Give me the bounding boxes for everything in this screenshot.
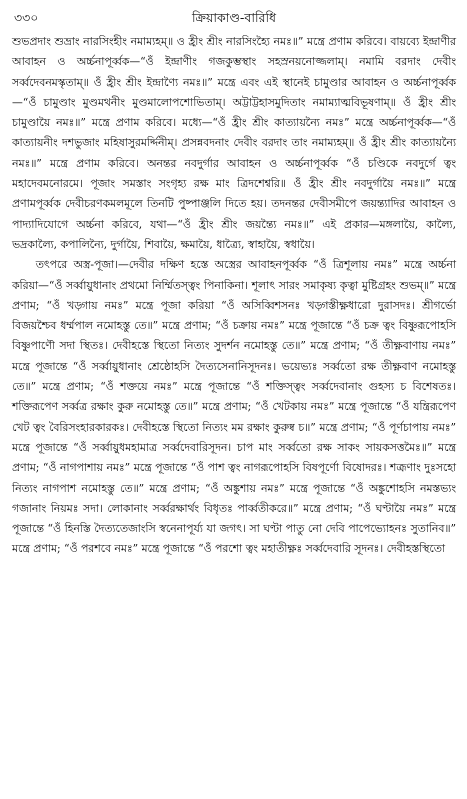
paragraph-2: তৎপরে অস্ত্র-পূজা।—দেবীর দক্ষিণ হস্তে অস্ত্রের আবাহনপূর্ব্বক “ওঁ ত্রিশূলায় নমঃ” মন্ত্রে অর্চ্চনা করিয়া—“ওঁ সর্ব্বায়ুধানাং প্রথমো নির্ম্মিতস্ত্বং পিনাকিনা। শূলাৎ সারং সমাকৃষ্য কৃত্বা মুষ্টিগ্রহং শুভম্‌॥” মন্ত্রে প্রণাম; “ওঁ খড়্গায় নমঃ” মন্ত্রে পূজা করিয়া “ওঁ অসিব্বিশসনঃ খড়্গস্তীক্ষ্ণধারো দুরাসদঃ। শ্রীগর্ভো বিজয়শ্চৈব ধর্ম্মপাল নমোহস্তু তে॥” মন্ত্রে প্রণাম; “ওঁ চক্রায় নমঃ” মন্ত্রে পূজান্তে “ওঁ চক্র ত্বং বিষ্ণুরূপোহসি বিষ্ণুপাণৌ সদা স্থিতঃ। দেবীহস্তে স্থিতো নিত্যং সুদর্শন নমোহস্তু তে॥” মন্ত্রে প্রণাম; “ওঁ তীক্ষ্ণবাণায় নমঃ” মন্ত্রে পূজান্তে “ওঁ সর্ব্বায়ুধানাং শ্রেষ্ঠোহসি দৈত্যসেনানিসূদনঃ। ভয়েভ্যঃ সর্ব্বতো রক্ষ তীক্ষ্ণবাণ নমোহস্তু তে॥” মন্ত্রে প্রণাম; “ওঁ শক্তয়ে নমঃ” মন্ত্রে পূজান্তে “ওঁ শক্তিস্ত্বং সর্ব্বদেবানাং গুহস্য চ বিশেষতঃ। শক্তিরূপেণ সর্ব্বত্র রক্ষাং কুরু নমোহস্তু তে॥” মন্ত্রে প্রণাম; “ওঁ খেটকায় নমঃ” মন্ত্রে পূজান্তে “ওঁ যন্ত্রিরূপেণ খেট ত্বং বৈরিসংহারকারকঃ। দেবীহস্তে স্থিতো নিত্যং মম রক্ষাং কুরুষ্ব চ॥” মন্ত্রে প্রণাম; “ওঁ পূর্ণচাপায় নমঃ” মন্ত্রে পূজান্তে “ওঁ সর্ব্বায়ুধমহামাত্র সর্ব্বদেবারিসূদন। চাপ মাং সর্ব্বতো রক্ষ সাকং সায়কসত্তমৈঃ॥” মন্ত্রে প্রণাম; “ওঁ নাগপাশায় নমঃ” মন্ত্রে পূজান্তে “ওঁ পাশ ত্বং নাগরূপোহসি বিষপূর্ণো বিষোদরঃ। শত্রূণাং দুঃসহো নিত্যং নাগপাশ নমোহস্তু তে॥” মন্ত্রে প্রণাম; “ওঁ অঙ্কুশায় নমঃ” মন্ত্রে পূজান্তে “ওঁ অঙ্কুশোহসি নমস্তভ্যং গজানাং নিয়মঃ সদা। লোকানাং সর্ব্বরক্ষার্থং বিধৃতঃ পার্ব্বতীকরে॥” মন্ত্রে প্রণাম; “ওঁ ঘণ্টায়ৈ নমঃ” মন্ত্রে পূজান্তে “ওঁ হিনস্তি দৈত্যতেজাংসি স্বনেনাপূর্য্য যা জগৎ। সা ঘণ্টা পাতু নো দেবি পাপেভ্যোহনঃ সুতানিব॥” মন্ত্রে প্রণাম; “ওঁ পরশবে নমঃ” মন্ত্রে পূজান্তে “ওঁ পরশো ত্বং মহাতীক্ষ্ণঃ সর্ব্বদেবারি সূদনঃ। দেবীহস্তস্থিতো: [12, 258, 456, 556]
running-title: ক্রিয়াকাণ্ড-বারিধি: [191, 10, 277, 25]
body-text: [12, 32, 456, 560]
paragraph-1: শুভপ্রদাং শুভ্রাং নারসিংহীং নমাম্যহম্‌॥ ও হ্রীং শ্রীং নারসিংহ্যৈ নমঃ॥” মন্ত্রে প্রণাম করিবে। বায়ব্যে ইন্দ্রাণীর আবাহন ও অর্চ্চনাপূর্ব্বক—“ওঁ ইন্দ্রাণীং গজকুম্ভস্থাং সহস্রনয়নোজ্জলাম্‌। নমামি বরদাং দেবীং সর্ব্বদেবনমস্কৃতাম্‌॥ ওঁ হ্রীং শ্রীং ইন্দ্রাণ্যৈ নমঃ॥” মন্ত্রে এবং এই স্থানেই চামুণ্ডার আবাহন ও অর্চ্চনাপূর্ব্বক—“ওঁ চামুণ্ডাং মুণ্ডমথনীং মুণ্ডমালোপশোভিতাম্‌। অট্টাট্টহাসমুদিতাং নমাম্যাত্মবিভূষণাম্‌॥ ওঁ হ্রীং শ্রীং চামুণ্ডায়ৈ নমঃ॥” মন্ত্রে প্রণাম করিবে। মধ্যে—“ওঁ হ্রীং শ্রীং কাত্যায়ন্যৈ নমঃ” মন্ত্রে অর্চ্চনাপূর্ব্বক—“ওঁ কাত্যায়নীং দশভুজাং মহিষাসুরমর্দ্দিনীম্‌। প্রসন্নবদনাং দেবীং বরদাং তাং নমাম্যহম্‌॥ ওঁ হ্রীং শ্রীং কাত্যায়ন্যৈ নমঃ॥” মন্ত্রে প্রণাম করিবে। অনন্তর নবদুর্গার আবাহন ও অর্চ্চনাপূর্ব্বক “ওঁ চণ্ডিকে নবদুর্গে ত্বং মহাদেবমনোরমে। পূজাং সমস্তাং সংগৃহ্য রক্ষ মাং ত্রিদশেশ্বরি॥ ওঁ হ্রীং শ্রীং নবদুর্গায়ৈ নমঃ॥” মন্ত্রে প্রণামপূর্ব্বক দেবীচরণকমলমূলে তিনটি পুষ্পাঞ্জলি দিতে হয়। তদনন্তর দেবীসমীপে জয়ন্ত্যাদির আবাহন ও পাদ্যাদিযোগে অর্চ্চনা করিবে, যথা—“ওঁ হ্রীং শ্রীং জয়ন্ত্যৈ নমঃ॥” এই প্রকার—মঙ্গলায়ৈ, কাল্যৈ, ভদ্রকাল্যৈ, কপালিন্যৈ, দুর্গায়ৈ, শিবায়ৈ, ক্ষমায়ৈ, ধাত্র্যৈ, স্বাহায়ৈ, স্বধায়ৈ।: [12, 35, 456, 251]
page-number: ৩৩০: [14, 10, 39, 25]
page-header: [12, 6, 456, 28]
